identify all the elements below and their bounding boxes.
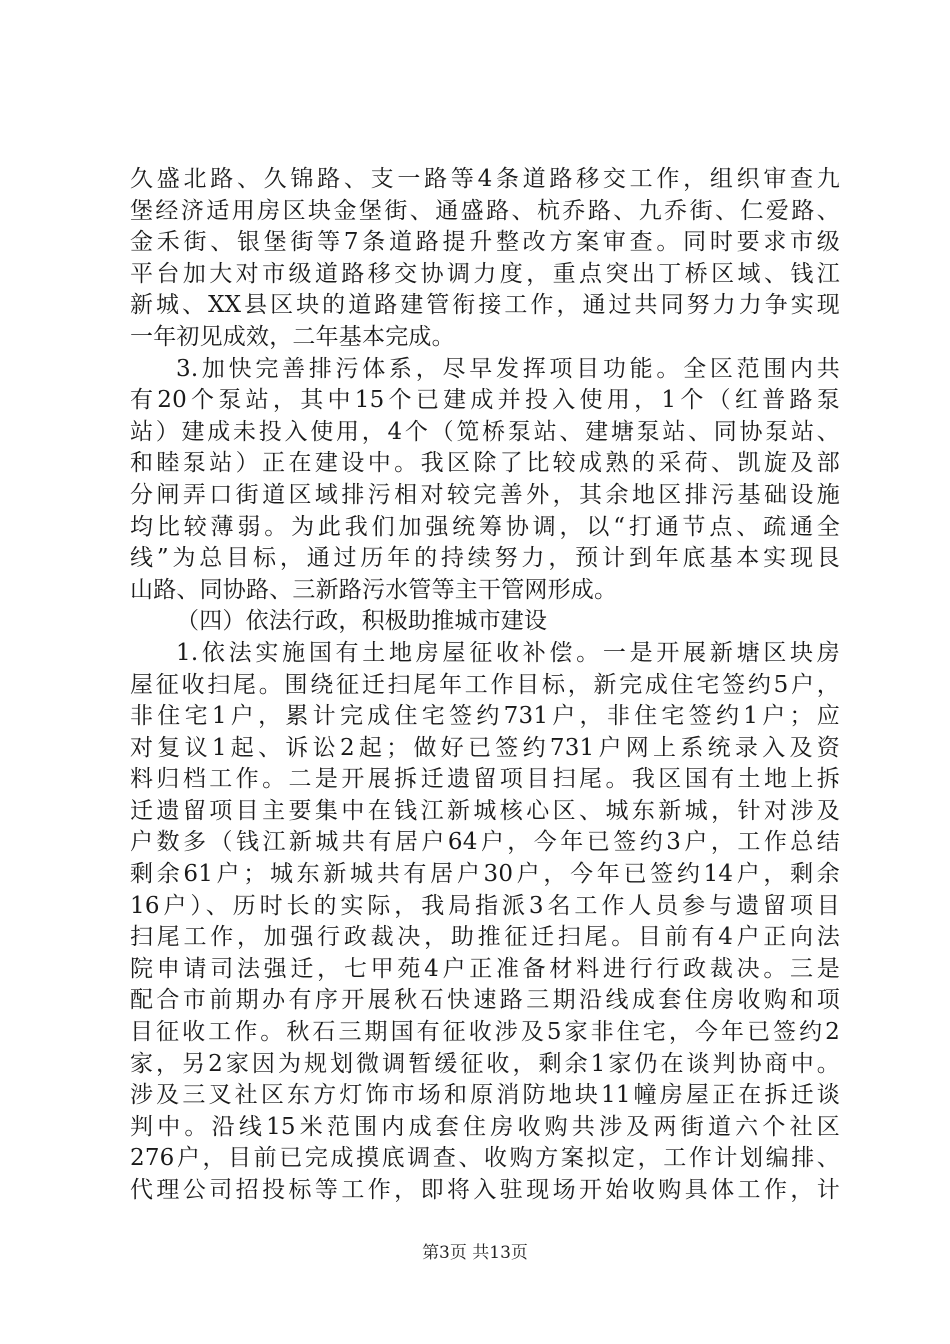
- page-number-footer: 第3页 共13页: [422, 1243, 528, 1263]
- text-line: 线”为总目标，通过历年的持续努力，预计到年底基本实现艮: [130, 545, 840, 572]
- text-line: 判中。沿线15米范围内成套住房收购共涉及两街道六个社区: [130, 1113, 840, 1140]
- text-line: 对复议1起、诉讼2起；做好已签约731户网上系统录入及资: [130, 734, 840, 761]
- text-line: 目征收工作。秋石三期国有征收涉及5家非住宅，今年已签约2: [130, 1019, 840, 1046]
- text-line: 久盛北路、久锦路、支一路等4条道路移交工作，组织审查九: [130, 166, 840, 192]
- text-line: 16户）、历时长的实际，我局指派3名工作人员参与遗留项目: [130, 892, 840, 919]
- text-line: 新城、XX县区块的道路建管衔接工作，通过共同努力力争实现: [130, 292, 840, 319]
- document-body: [130, 164, 840, 1207]
- text-line: 剩余61户；城东新城共有居户30户，今年已签约14户，剩余: [130, 861, 840, 888]
- text-line: 代理公司招投标等工作，即将入驻现场开始收购具体工作，计: [130, 1177, 840, 1203]
- paragraph-first-line: 3.加快完善排污体系，尽早发挥项目功能。全区范围内共: [176, 355, 840, 382]
- text-line: 一年初见成效，二年基本完成。: [130, 323, 455, 350]
- text-line: 和睦泵站）正在建设中。我区除了比较成熟的采荷、凯旋及部: [130, 450, 840, 477]
- text-line: 家，另2家因为规划微调暂缓征收，剩余1家仍在谈判协商中。: [130, 1050, 840, 1077]
- text-line: 料归档工作。二是开展拆迁遗留项目扫尾。我区国有土地上拆: [130, 766, 840, 793]
- text-line: 屋征收扫尾。围绕征迁扫尾年工作目标，新完成住宅签约5户，: [130, 671, 840, 698]
- text-line: 配合市前期办有序开展秋石快速路三期沿线成套住房收购和项: [130, 987, 840, 1014]
- text-line: 扫尾工作，加强行政裁决，助推征迁扫尾。目前有4户正向法: [130, 924, 840, 951]
- text-line: 迁遗留项目主要集中在钱江新城核心区、城东新城，针对涉及: [130, 797, 840, 824]
- text-line: 堡经济适用房区块金堡街、通盛路、杭乔路、九乔街、仁爱路、: [130, 197, 840, 224]
- text-line: 分闸弄口街道区域排污相对较完善外，其余地区排污基础设施: [130, 481, 840, 508]
- text-line: 涉及三叉社区东方灯饰市场和原消防地块11幢房屋正在拆迁谈: [130, 1082, 840, 1109]
- text-line: 站）建成未投入使用，4个（笕桥泵站、建塘泵站、同协泵站、: [130, 418, 840, 445]
- section-heading: （四）依法行政，积极助推城市建设: [176, 608, 548, 635]
- text-line: 均比较薄弱。为此我们加强统筹协调，以“打通节点、疏通全: [130, 513, 840, 540]
- text-line: 非住宅1户，累计完成住宅签约731户，非住宅签约1户；应: [130, 703, 840, 730]
- text-line: 山路、同协路、三新路污水管等主干管网形成。: [130, 576, 618, 603]
- text-line: 院申请司法强迁，七甲苑4户正准备材料进行行政裁决。三是: [130, 955, 840, 982]
- paragraph-first-line: 1.依法实施国有土地房屋征收补偿。一是开展新塘区块房: [176, 639, 840, 666]
- text-line: 户数多（钱江新城共有居户64户，今年已签约3户，工作总结: [130, 829, 840, 856]
- text-line: 金禾街、银堡街等7条道路提升整改方案审查。同时要求市级: [130, 229, 840, 256]
- text-line: 有20个泵站，其中15个已建成并投入使用，1个（红普路泵: [130, 387, 840, 414]
- text-line: 276户，目前已完成摸底调查、收购方案拟定，工作计划编排、: [130, 1145, 840, 1172]
- text-line: 平台加大对市级道路移交协调力度，重点突出丁桥区域、钱江: [130, 260, 840, 287]
